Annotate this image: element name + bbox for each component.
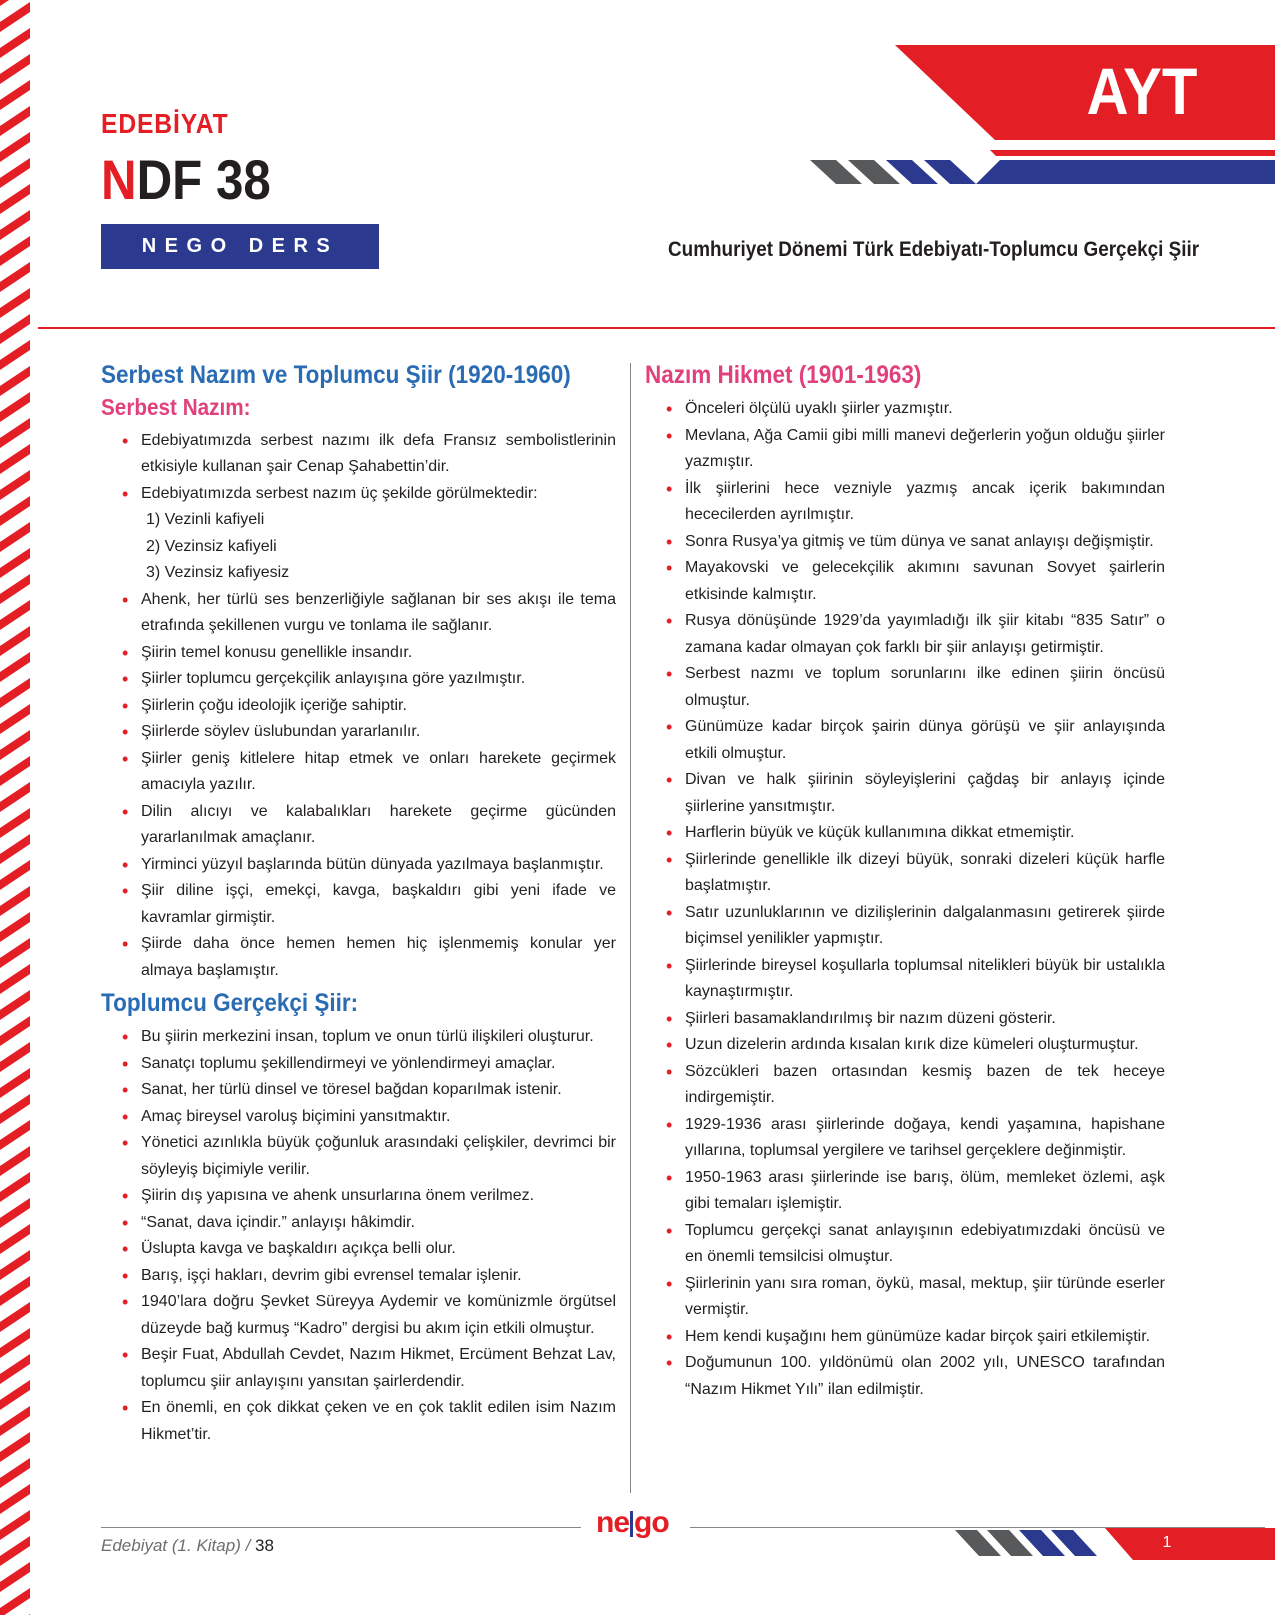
stripe-pattern	[0, 0, 30, 1615]
list-item: • Üslupta kavga ve başkaldırı açıkça belli olur.	[122, 1236, 616, 1263]
serbest-nazim-list-b	[101, 587, 616, 985]
page-number: 1	[1162, 1534, 1172, 1551]
list-item: • Bu şiirin merkezini insan, toplum ve onun türlü ilişkileri oluşturur.	[122, 1024, 616, 1051]
nego-logo	[596, 1503, 676, 1543]
list-item: • Rusya dönüşünde 1929’da yayımladığı ilk şiir kitabı “835 Satır” o zamana kadar olmayan çok farklı bir şiir anlayışı getirmiştir.	[666, 608, 1165, 661]
list-item: • Şiirlerinde genellikle ilk dizeyi büyük, sonraki dizeleri küçük harfle başlatmıştır.	[666, 847, 1165, 900]
list-item: • Serbest nazmı ve toplum sorunlarını ilke edinen şiirin öncüsü olmuştur.	[666, 661, 1165, 714]
list-item: • Divan ve halk şiirinin söyleyişlerini çağdaş bir anlayış içinde şiirlerine yansıtmıştır.	[666, 767, 1165, 820]
right-column	[645, 360, 1165, 1403]
footer-book-title: Edebiyat (1. Kitap) /	[101, 1536, 251, 1555]
section-heading-toplumcu: Toplumcu Gerçekçi Şiir:	[101, 989, 359, 1018]
list-item: • Beşir Fuat, Abdullah Cevdet, Nazım Hikmet, Ercüment Behzat Lav, toplumcu şiir anlayışını yansıtan şairlerdendir.	[122, 1342, 616, 1395]
logo-bar	[630, 1511, 633, 1537]
nazim-hikmet-heading: Nazım Hikmet (1901-1963)	[645, 361, 922, 389]
list-item: • Doğumunun 100. yıldönümü olan 2002 yılı, UNESCO tarafından “Nazım Hikmet Yılı” ilan edilmiştir.	[666, 1350, 1165, 1403]
ayt-navy-bar	[976, 160, 1275, 184]
list-item: • İlk şiirlerini hece vezniyle yazmış ancak içerik bakımından hececilerden ayrılmıştır.	[666, 476, 1165, 529]
sub-item: 2) Vezinsiz kafiyeli	[146, 537, 277, 555]
toplumcu-list	[101, 1024, 616, 1448]
subject-label: EDEBİYAT	[101, 108, 229, 139]
list-item: • Şiirlerde söylev üslubundan yararlanılır.	[122, 719, 616, 746]
list-item: • Hem kendi kuşağını hem günümüze kadar birçok şairi etkilemiştir.	[666, 1324, 1165, 1351]
footer-rule-left	[101, 1527, 581, 1528]
sub-item: 3) Vezinsiz kafiyesiz	[146, 564, 290, 582]
section-heading-serbest-nazim: Serbest Nazım:	[101, 394, 251, 420]
list-item: • Şiirlerinin yanı sıra roman, öykü, masal, mektup, şiir türünde eserler vermiştir.	[666, 1271, 1165, 1324]
list-item: • Mevlana, Ağa Camii gibi milli manevi değerlerin yoğun olduğu şiirler yazmıştır.	[666, 423, 1165, 476]
list-item: • Edebiyatımızda serbest nazımı ilk defa Fransız sembolistlerinin etkisiyle kullanan şair Cenap Şahabettin’dir.	[122, 428, 616, 481]
list-item: • Günümüze kadar birçok şairin dünya görüşü ve şiir anlayışında etkili olmuştur.	[666, 714, 1165, 767]
list-item: • Şiirin dış yapısına ve ahenk unsurlarına önem verilmez.	[122, 1183, 616, 1210]
logo-part-right: go	[634, 1506, 669, 1539]
serbest-nazim-list-a	[101, 428, 616, 508]
list-item: • Şiir diline işçi, emekçi, kavga, başkaldırı gibi yeni ifade ve kavramlar girmiştir.	[122, 878, 616, 931]
list-item: • En önemli, en çok dikkat çeken ve en çok taklit edilen isim Nazım Hikmet’tir.	[122, 1395, 616, 1448]
list-item: • Toplumcu gerçekçi sanat anlayışının edebiyatımızdaki öncüsü ve en önemli temsilcisi olmuştur.	[666, 1218, 1165, 1271]
code-initial: N	[101, 148, 137, 211]
list-item: • Amaç bireysel varoluş biçimini yansıtmaktır.	[122, 1104, 616, 1131]
list-item: • Sanat, her türlü dinsel ve töresel bağdan koparılmak istenir.	[122, 1077, 616, 1104]
list-item: • Yirminci yüzyıl başlarında bütün dünyada yazılmaya başlanmıştır.	[122, 852, 616, 879]
page-subtitle: Cumhuriyet Dönemi Türk Edebiyatı-Toplumcu Gerçekçi Şiir	[667, 238, 1199, 261]
list-item: • 1950-1963 arası şiirlerinde ise barış, ölüm, memleket özlemi, aşk gibi temaları işlemiştir.	[666, 1165, 1165, 1218]
list-item: • Ahenk, her türlü ses benzerliğiyle sağlanan bir ses akışı ile tema etrafında şekillenen vurgu ve tonlama ile sağlanır.	[122, 587, 616, 640]
footer-graphic	[955, 1528, 1275, 1560]
footer-page-badge	[1105, 1528, 1275, 1560]
serbest-nazim-subtypes	[101, 507, 616, 587]
left-title: Serbest Nazım ve Toplumcu Şiir (1920-1960)	[101, 361, 571, 389]
series-banner: NEGO DERS FÖYÜ	[101, 224, 379, 269]
list-item: • Şiirlerinde bireysel koşullarla toplumsal nitelikleri büyük bir ustalıkla kaynaştırmıştır.	[666, 953, 1165, 1006]
list-item: • Barış, işçi hakları, devrim gibi evrensel temalar işlenir.	[122, 1263, 616, 1290]
list-item: • Uzun dizelerin ardında kısalan kırık dize kümeleri oluşturmuştur.	[666, 1032, 1165, 1059]
list-item: • Şiirler toplumcu gerçekçilik anlayışına göre yazılmıştır.	[122, 666, 616, 693]
list-item: • Edebiyatımızda serbest nazım üç şekilde görülmektedir:	[122, 481, 616, 508]
list-item: • Sonra Rusya’ya gitmiş ve tüm dünya ve sanat anlayışı değişmiştir.	[666, 529, 1165, 556]
list-item: • Yönetici azınlıkla büyük çoğunluk arasındaki çelişkiler, devrimci bir söyleyiş biçimiyle verilir.	[122, 1130, 616, 1183]
list-item: • 1940’lara doğru Şevket Süreyya Aydemir ve komünizmle örgütsel düzeyde bağ kurmuş “Kadro” dergisi bu akım için etkili olmuştur.	[122, 1289, 616, 1342]
list-item: • Satır uzunluklarının ve dizilişlerinin dalgalanmasını getirerek şiirde biçimsel yenilikler yapmıştır.	[666, 900, 1165, 953]
list-item: • Dilin alıcıyı ve kalabalıkları harekete geçirme gücünden yararlanılmak amaçlanır.	[122, 799, 616, 852]
list-item: • Önceleri ölçülü uyaklı şiirler yazmıştır.	[666, 396, 1165, 423]
list-item: • “Sanat, dava içindir.” anlayışı hâkimdir.	[122, 1210, 616, 1237]
left-column	[101, 360, 616, 1448]
document-code	[101, 148, 271, 211]
exam-badge: AYT	[1086, 54, 1198, 128]
list-item: • Sözcükleri bazen ortasından kesmiş bazen de tek heceye indirgemiştir.	[666, 1059, 1165, 1112]
list-item: • Şiirin temel konusu genellikle insandır.	[122, 640, 616, 667]
list-item: • 1929-1936 arası şiirlerinde doğaya, kendi yaşamına, hapishane yıllarına, toplumsal yergilere ve tarihsel gerçeklere değinmiştir.	[666, 1112, 1165, 1165]
list-item: • Şiirler geniş kitlelere hitap etmek ve onları harekete geçirmek amacıyla yazılır.	[122, 746, 616, 799]
sub-item: 1) Vezinli kafiyeli	[146, 511, 265, 529]
nazim-hikmet-list	[645, 396, 1165, 1403]
list-item: • Harflerin büyük ve küçük kullanımına dikkat etmemiştir.	[666, 820, 1165, 847]
stripe-border	[0, 0, 30, 1615]
code-rest: DF 38	[136, 148, 271, 211]
list-item: • Şiirde daha önce hemen hemen hiç işlenmemiş konular yer almaya başlamıştır.	[122, 931, 616, 984]
footer-book-reference	[101, 1536, 274, 1556]
column-divider	[630, 363, 631, 1493]
footer-book-page: 38	[255, 1536, 274, 1555]
header-divider	[38, 327, 1275, 329]
logo-part-left: ne	[596, 1506, 630, 1539]
ayt-red-line	[990, 150, 1275, 156]
list-item: • Mayakovski ve gelecekçilik akımını savunan Sovyet şairlerin etkisinde kalmıştır.	[666, 555, 1165, 608]
list-item: • Şiirleri basamaklandırılmış bir nazım düzeni gösterir.	[666, 1006, 1165, 1033]
list-item: • Sanatçı toplumu şekillendirmeyi ve yönlendirmeyi amaçlar.	[122, 1051, 616, 1078]
list-item: • Şiirlerin çoğu ideolojik içeriğe sahiptir.	[122, 693, 616, 720]
